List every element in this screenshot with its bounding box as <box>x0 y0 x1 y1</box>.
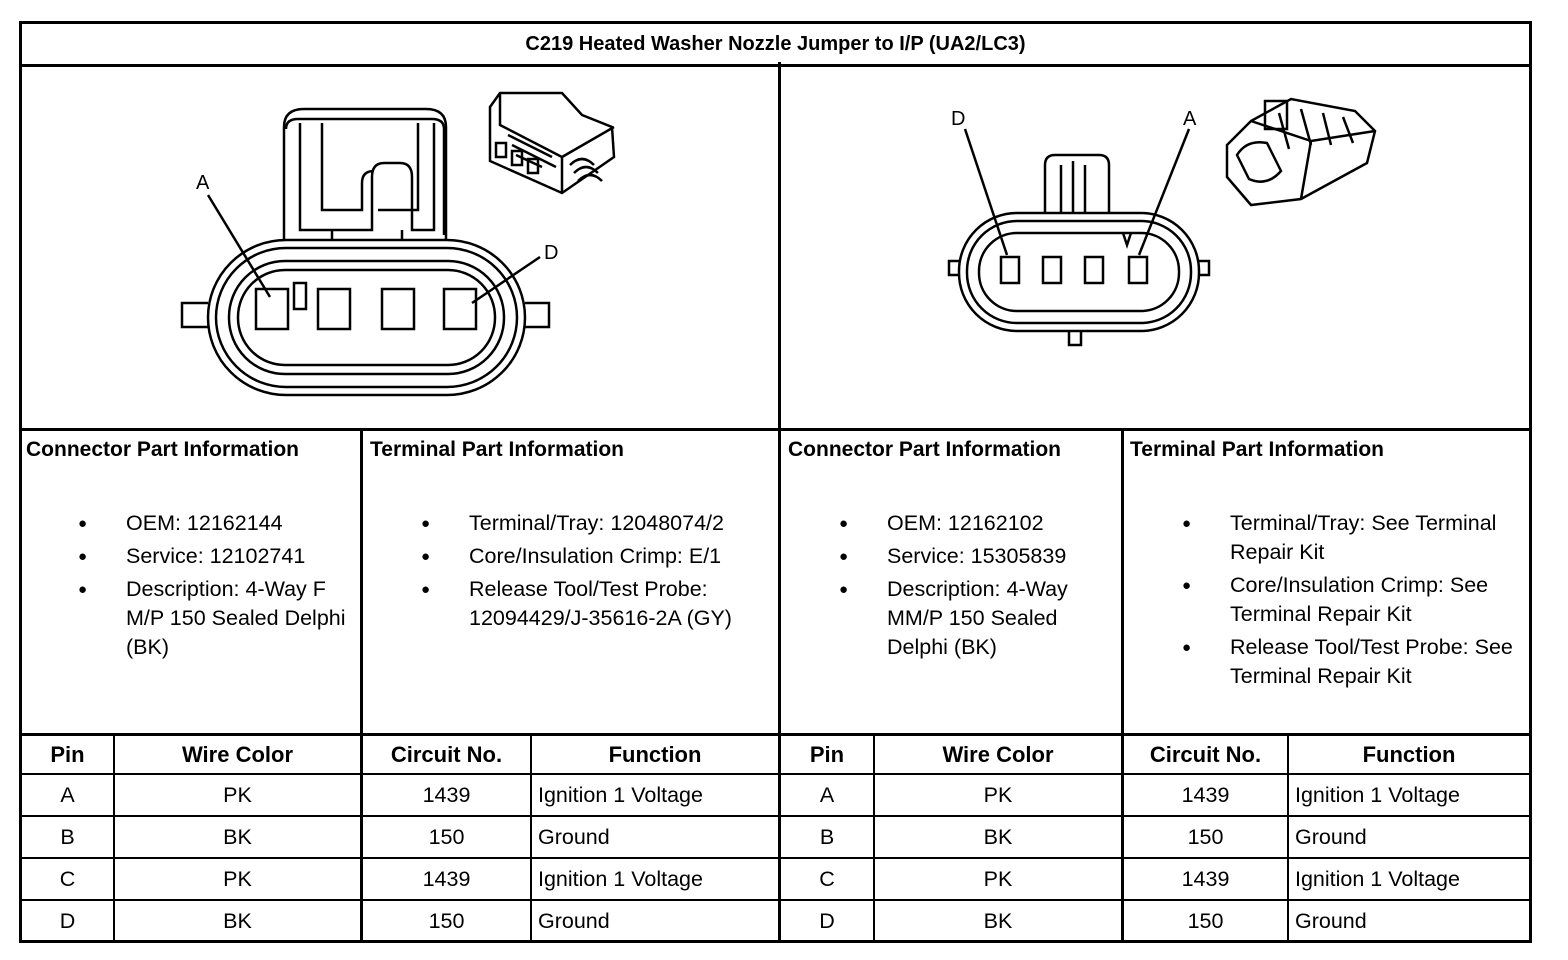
table-cell: BK <box>983 908 1013 933</box>
left-pin-label-d: D <box>544 242 559 264</box>
right-pin-label-a: A <box>1183 108 1197 130</box>
list-item: ● Release Tool/Test Probe: 12094429/J-35616-2A (GY) <box>469 575 774 633</box>
table-cell: D <box>59 908 76 933</box>
right-terminal-info-list <box>1230 509 1525 695</box>
list-item: ● Terminal/Tray: See Terminal Repair Kit <box>1230 509 1525 567</box>
table-cell: D <box>819 908 835 933</box>
list-item: ● Release Tool/Test Probe: See Terminal Repair Kit <box>1230 633 1525 691</box>
table-cell: C <box>59 866 76 891</box>
list-item: ● Service: 12102741 <box>126 542 351 571</box>
right-table-header-function: Function <box>1362 741 1456 767</box>
left-connector-info-heading: Connector Part Information <box>26 438 300 461</box>
right-table-header-circuit: Circuit No. <box>1149 741 1262 767</box>
table-cell: Ground <box>1295 824 1367 849</box>
table-cell: 150 <box>1187 908 1224 933</box>
table-cell: 1439 <box>422 782 471 807</box>
right-table-header-pin: Pin <box>809 741 845 767</box>
left-table-header-circuit: Circuit No. <box>390 741 503 767</box>
list-item: ● OEM: 12162102 <box>887 509 1112 538</box>
left-terminal-info-heading: Terminal Part Information <box>370 438 624 461</box>
list-item: ● Description: 4-Way MM/P 150 Sealed Delphi (BK) <box>887 575 1112 662</box>
left-terminal-info-list <box>469 509 774 637</box>
left-table-header-wire-color: Wire Color <box>181 741 294 767</box>
right-connector-info-list <box>887 509 1112 666</box>
table-cell: 150 <box>428 908 465 933</box>
left-connector-info-list <box>126 509 351 666</box>
table-cell: A <box>819 782 835 807</box>
table-cell: BK <box>223 824 252 849</box>
table-cell: BK <box>223 908 252 933</box>
left-pin-label-a: A <box>196 172 210 194</box>
left-table-header-pin: Pin <box>50 741 85 767</box>
table-cell: 1439 <box>1181 782 1230 807</box>
list-item: ● OEM: 12162144 <box>126 509 351 538</box>
left-table-header-function: Function <box>608 741 702 767</box>
table-cell: 1439 <box>422 866 471 891</box>
table-cell: Ignition 1 Voltage <box>1295 782 1460 807</box>
table-cell: 150 <box>428 824 465 849</box>
page-title: C219 Heated Washer Nozzle Jumper to I/P (UA2/LC3) <box>22 24 1529 67</box>
table-cell: PK <box>223 866 252 891</box>
table-cell: Ground <box>1295 908 1367 933</box>
right-table-header-wire-color: Wire Color <box>942 741 1054 767</box>
diagram-divider <box>19 428 1532 431</box>
table-cell: Ground <box>538 908 610 933</box>
right-terminal-info-heading: Terminal Part Information <box>1130 438 1384 461</box>
list-item: ● Core/Insulation Crimp: E/1 <box>469 542 774 571</box>
table-cell: BK <box>983 824 1013 849</box>
table-cell: PK <box>983 866 1013 891</box>
table-cell: PK <box>223 782 252 807</box>
list-item: ● Terminal/Tray: 12048074/2 <box>469 509 774 538</box>
right-connector-diagram <box>781 65 1529 428</box>
table-cell: Ignition 1 Voltage <box>538 782 703 807</box>
table-cell: 1439 <box>1181 866 1230 891</box>
left-connector-diagram <box>22 65 778 428</box>
table-cell: B <box>819 824 835 849</box>
table-cell: PK <box>983 782 1013 807</box>
table-cell: A <box>60 782 75 807</box>
table-cell: Ignition 1 Voltage <box>538 866 703 891</box>
table-cell: B <box>60 824 75 849</box>
list-item: ● Service: 15305839 <box>887 542 1112 571</box>
right-pin-label-d: D <box>951 108 966 130</box>
table-cell: C <box>819 866 835 891</box>
table-cell: Ground <box>538 824 610 849</box>
table-cell: Ignition 1 Voltage <box>1295 866 1460 891</box>
right-connector-info-heading: Connector Part Information <box>788 438 1062 461</box>
table-cell: 150 <box>1187 824 1224 849</box>
list-item: ● Core/Insulation Crimp: See Terminal Repair Kit <box>1230 571 1525 629</box>
list-item: ● Description: 4-Way F M/P 150 Sealed Delphi (BK) <box>126 575 351 662</box>
